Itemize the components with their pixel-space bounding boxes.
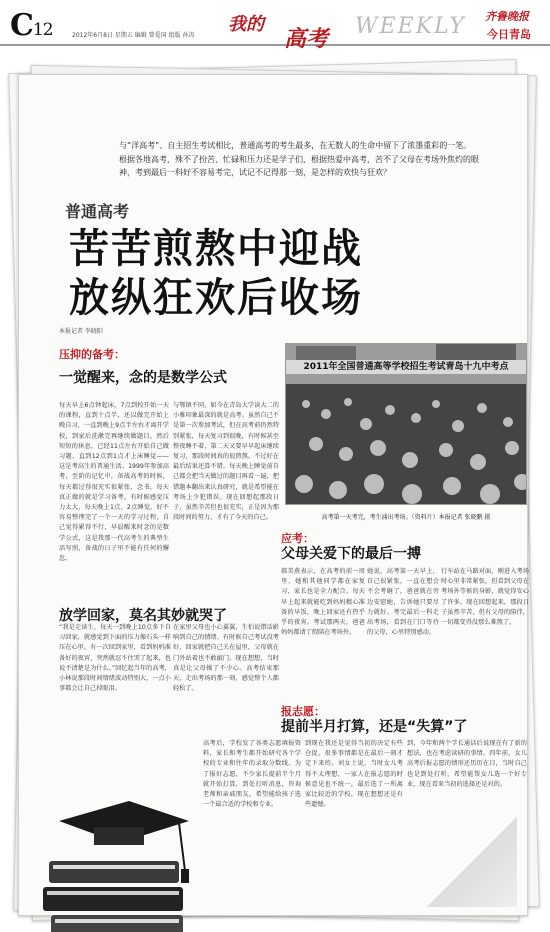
body-column-8: 高考后，学校发了各类志愿填报资料，家长和考生都开始研究各个学校的专业和往年的录取分数线。为了报好志愿，不少家长提前半个月就开始打算，到处打听消息，咨询老师和亲戚朋友，希望能给孩子选一个最合适的学校和专业。 bbox=[203, 740, 301, 809]
body-column-1: 每天早上6点钟起床，7点到校开始一天的课程，直到十点半，还以做完开始上晚自习，一直到晚上9点半左右才离开学校，到家后洗漱完再继续做题目，然后短短的休息，已经11点左右开始自己做习题，直到12点到1点才上床睡觉——这是考高生的普通生活。1999年参加高考，至阶的记忆中，备战高考的时候，每天都过得很充实很紧张，念书，每天真正做的就是学习备考。有时候感觉压力太大，每天晚上1点、2点睡觉，好不容易整理完了一个一天的学习过程，自己觉得累得不行，早晨醒来时念的是数学公式，这是我那一代高考生的典型生活写照，备战的日子里不能有任何的懈怠。 bbox=[59, 402, 169, 563]
page-code bbox=[10, 8, 53, 43]
page-number: 12 bbox=[32, 20, 53, 40]
column-title-1: 我的 bbox=[228, 14, 264, 35]
graduation-cap-icon bbox=[39, 781, 199, 932]
masthead bbox=[0, 0, 550, 52]
news-photo bbox=[285, 343, 527, 505]
body-column-9: 到现在我还是觉得当初的决定有些仓促，很多事情都是在最后一刻才定下来的。刘女士说，当时女儿考得不太理想，一家人在报志愿的时候意见也不统一，最后选了一所离家比较近的学校，现在想想还是有些遗憾。 bbox=[305, 740, 403, 809]
issue-meta: 2012年6月8日 星期五 编辑 曾爱国 组版 孙涛 bbox=[72, 32, 195, 39]
body-column-7: 行车站在马路对面，刚进入考场时心里非常紧张，但看到父母在考场外等候的身影，就觉得安心了许多。现在回想起来，那段日子虽然辛苦，但有父母的陪伴，一切都变得没那么难熬了。 bbox=[441, 568, 529, 627]
section3-label: 报志愿： bbox=[281, 705, 325, 718]
photo-banner: 2011年全国普通高等学校招生考试青岛十九中考点 bbox=[286, 360, 526, 374]
section2-label: 应考： bbox=[281, 532, 314, 545]
books-stack-icon bbox=[39, 781, 199, 932]
body-column-5: 郝美燕表示，在高考的前一周里，她和其他同学都在家复习，家长也是全力配合。每天早上起来就能吃到妈妈精心准备的早饭，晚上回家还有热乎乎的夜宵。考试那两天，爸爸妈妈都请了假陪在考场外。 bbox=[281, 568, 365, 637]
paper-sheet-front bbox=[18, 74, 528, 916]
section1-title: 一觉醒来，念的是数学公式 bbox=[59, 370, 227, 386]
body-column-6: 她说，高考第一天早上，自己很紧张，一直在想会不会考砸了，爸爸就在旁边安慰她，告诉她只要尽力就好。考完最后一科走出考场，看到在门口等待的父母，心里特别感动。 bbox=[367, 568, 439, 637]
body-column-2: 与鄂镇不同，如今在青岛大学读大二的小雅印象最深的就是高考。虽然自己不是第一次参加考试，但在高考前仍然特别紧张，每天复习到很晚，有时候甚至整夜睡不着，第二天又要早早起床继续复习，那段时间真的很煎熬。不过好在最后结果还算不错。每天晚上睡觉前自己都会把当天做过的题目再看一遍，把错题本翻出来认真研究，就是希望能在考场上少犯错误。现在回想起那段日子，虽然辛苦但也很充实，正是因为那段时间的努力，才有了今天的自己。 bbox=[173, 402, 279, 522]
page-letter: C bbox=[10, 8, 33, 43]
article-byline: 本报记者 李晓阳 bbox=[59, 328, 103, 335]
section1-label: 压抑的备考： bbox=[59, 348, 125, 361]
brand-logo: 齐鲁晚报 bbox=[485, 10, 529, 23]
headline-line-2: 放纵狂欢后收场 bbox=[69, 275, 363, 321]
article-intro: 与“洋高考”、自主招生考试相比，普通高考的考生最多，在无数人的生命中留下了浓墨重彩的一笔。根据各地高考，殊不了扮苦、忙碌和压力还是学子们，根据热爱中高考，苦不了父母在考场外焦灼的眼神，考到最后一科好不容易考完，试记不记得那一刻，是怎样的欢快与狂欢？ bbox=[119, 141, 479, 177]
body-column-3: “我是走读生，每天一到晚上10点多下自习回家，就感觉到下面的压力像石头一样压在心里。有一次回到家里，看到妈妈准备好的夜宵，突然就忍不住哭了起来，也说不清楚是为什么。”回忆起当年的高考，小林说那段时间情绪波动特别大，一点小事都会让自己掉眼泪。 bbox=[59, 624, 171, 693]
brand-sub: 今日青岛 bbox=[487, 28, 531, 41]
article-kicker: 普通高考 bbox=[65, 202, 130, 221]
body-column-10: 到，今年和两个学长通话后说现在有了新的想法，也在考虑读研的事情。四年前，女儿高考后报志愿的情形还历历在目，当时自己也是到处打听，希望能帮女儿选一个好专业，现在看来当初的选择还是对的。 bbox=[407, 740, 527, 788]
photo-caption: 高考第一天考完，考生涌出考场。（资料片）本报记者 张晓鹏 摄 bbox=[321, 514, 491, 521]
section2-title: 父母关爱下的最后一搏 bbox=[281, 546, 421, 562]
column-title-2: 高考 bbox=[284, 27, 329, 52]
headline-line-1: 苦苦煎熬中迎战 bbox=[69, 226, 363, 272]
article-headline bbox=[69, 225, 363, 323]
body-column-4: 在家里父母也小心翼翼，生怕说错话影响到自己的情绪。有时候自己考试没考好，回家就把自己关在屋里，父母就在门外站着也不敢敲门。现在想想，当时真是让父母操了不少心。高考结束那天，走出考场的那一刻，感觉整个人都轻松了。 bbox=[173, 624, 279, 693]
weekly-label: WEEKLY bbox=[355, 14, 466, 39]
section1b-title: 放学回家，莫名其妙就哭了 bbox=[59, 608, 227, 624]
section3-title: 提前半月打算，还是“失算”了 bbox=[281, 719, 468, 735]
